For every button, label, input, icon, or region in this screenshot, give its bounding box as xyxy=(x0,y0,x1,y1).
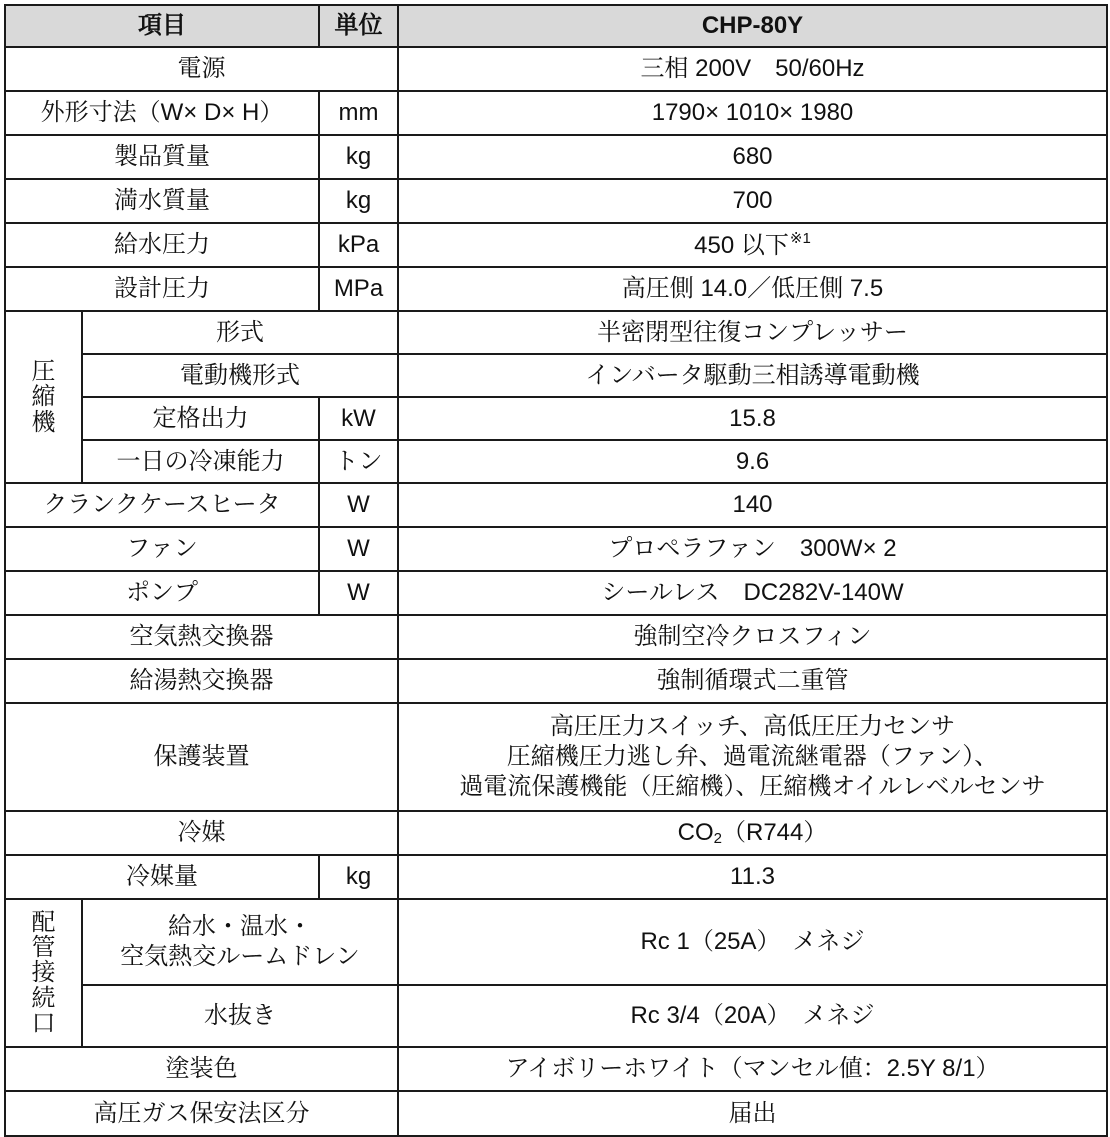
fan-unit: W xyxy=(319,527,398,571)
protection-value xyxy=(398,703,1107,811)
paint-color-value: アイボリーホワイト（マンセル値：2.5Y 8/1） xyxy=(398,1047,1107,1091)
refrigerant-value xyxy=(398,811,1107,855)
refrigerant-label: 冷媒 xyxy=(5,811,398,855)
row-refrigerant-amount xyxy=(5,855,1107,899)
piping-supply-label xyxy=(82,899,398,985)
crankcase-heater-unit: W xyxy=(319,483,398,527)
full-water-mass-unit: kg xyxy=(319,179,398,223)
refrigerating-capacity-value: 9.6 xyxy=(398,440,1107,483)
compressor-type-label: 形式 xyxy=(82,311,398,354)
product-mass-label: 製品質量 xyxy=(5,135,319,179)
row-power xyxy=(5,47,1107,91)
row-paint-color xyxy=(5,1047,1107,1091)
water-heat-exchanger-label: 給湯熱交換器 xyxy=(5,659,398,703)
product-mass-value: 680 xyxy=(398,135,1107,179)
piping-supply-label-line-1: 給水・温水・ xyxy=(168,913,312,940)
row-pump xyxy=(5,571,1107,615)
supply-pressure-unit: kPa xyxy=(319,223,398,267)
row-fan xyxy=(5,527,1107,571)
row-air-heat-exchanger xyxy=(5,615,1107,659)
supply-pressure-value: 450 以下 xyxy=(694,231,789,259)
compressor-char-2: 縮 xyxy=(31,383,56,411)
supply-pressure-cell xyxy=(398,223,1107,267)
full-water-mass-label: 満水質量 xyxy=(5,179,319,223)
air-heat-exchanger-value: 強制空冷クロスフィン xyxy=(398,615,1107,659)
pump-unit: W xyxy=(319,571,398,615)
design-pressure-label: 設計圧力 xyxy=(5,267,319,311)
motor-type-label: 電動機形式 xyxy=(82,354,398,397)
row-compressor-type xyxy=(5,311,1107,354)
dimensions-unit: mm xyxy=(319,91,398,135)
header-item: 項目 xyxy=(5,5,319,47)
crankcase-heater-label: クランクケースヒータ xyxy=(5,483,319,527)
gas-law-value: 届出 xyxy=(398,1091,1107,1136)
protection-line-2: 圧縮機圧力逃し弁、過電流継電器（ファン）、 xyxy=(506,743,999,770)
piping-supply-value: Rc 1（25A） メネジ xyxy=(398,899,1107,985)
row-refrigerating-capacity xyxy=(5,440,1107,483)
paint-color-label: 塗装色 xyxy=(5,1047,398,1091)
power-value: 三相 200V 50/60Hz xyxy=(398,47,1107,91)
refrigerant-subscript: 2 xyxy=(713,829,722,847)
row-motor-type xyxy=(5,354,1107,397)
row-product-mass xyxy=(5,135,1107,179)
compressor-char-3: 機 xyxy=(31,408,56,436)
crankcase-heater-value: 140 xyxy=(398,483,1107,527)
piping-char-5: 口 xyxy=(31,1009,56,1037)
protection-line-1: 高圧圧力スイッチ、高低圧圧力センサ xyxy=(549,713,956,740)
full-water-mass-value: 700 xyxy=(398,179,1107,223)
dimensions-value: 1790× 1010× 1980 xyxy=(398,91,1107,135)
refrigerant-amount-unit: kg xyxy=(319,855,398,899)
fan-label: ファン xyxy=(5,527,319,571)
row-rated-output xyxy=(5,397,1107,440)
dimensions-label: 外形寸法（W× D× H） xyxy=(5,91,319,135)
compressor-type-value: 半密閉型往復コンプレッサー xyxy=(398,311,1107,354)
protection-line-3: 過電流保護機能（圧縮機）、圧縮機オイルレベルセンサ xyxy=(459,773,1046,800)
row-piping-drain xyxy=(5,985,1107,1047)
refrigerant-formula: CO xyxy=(677,818,714,846)
row-crankcase-heater xyxy=(5,483,1107,527)
piping-char-3: 接 xyxy=(31,959,56,987)
row-refrigerant xyxy=(5,811,1107,855)
compressor-group-label xyxy=(5,311,82,483)
pump-label: ポンプ xyxy=(5,571,319,615)
row-dimensions xyxy=(5,91,1107,135)
piping-drain-value: Rc 3/4（20A） メネジ xyxy=(398,985,1107,1047)
product-mass-unit: kg xyxy=(319,135,398,179)
row-water-heat-exchanger xyxy=(5,659,1107,703)
row-design-pressure xyxy=(5,267,1107,311)
refrigerant-code: （R744） xyxy=(721,818,828,846)
piping-char-2: 管 xyxy=(31,934,56,962)
row-gas-law xyxy=(5,1091,1107,1136)
row-piping-supply xyxy=(5,899,1107,985)
header-row xyxy=(5,5,1107,47)
rated-output-unit: kW xyxy=(319,397,398,440)
refrigerating-capacity-unit: トン xyxy=(319,440,398,483)
rated-output-value: 15.8 xyxy=(398,397,1107,440)
refrigerant-amount-value: 11.3 xyxy=(398,855,1107,899)
fan-value: プロペラファン 300W× 2 xyxy=(398,527,1107,571)
design-pressure-value: 高圧側 14.0／低圧側 7.5 xyxy=(398,267,1107,311)
header-model: CHP-80Y xyxy=(398,5,1107,47)
motor-type-value: インバータ駆動三相誘導電動機 xyxy=(398,354,1107,397)
row-full-water-mass xyxy=(5,179,1107,223)
refrigerating-capacity-label: 一日の冷凍能力 xyxy=(82,440,319,483)
header-unit: 単位 xyxy=(319,5,398,47)
compressor-char-1: 圧 xyxy=(31,358,56,386)
row-protection xyxy=(5,703,1107,811)
piping-group-label xyxy=(5,899,82,1047)
piping-supply-label-line-2: 空気熱交ルームドレン xyxy=(120,943,360,970)
pump-value: シールレス DC282V-140W xyxy=(398,571,1107,615)
supply-pressure-note: ※1 xyxy=(789,229,811,247)
supply-pressure-label: 給水圧力 xyxy=(5,223,319,267)
piping-char-4: 続 xyxy=(31,984,56,1012)
piping-drain-label: 水抜き xyxy=(82,985,398,1047)
rated-output-label: 定格出力 xyxy=(82,397,319,440)
refrigerant-amount-label: 冷媒量 xyxy=(5,855,319,899)
air-heat-exchanger-label: 空気熱交換器 xyxy=(5,615,398,659)
gas-law-label: 高圧ガス保安法区分 xyxy=(5,1091,398,1136)
spec-table xyxy=(4,4,1108,1137)
protection-label: 保護装置 xyxy=(5,703,398,811)
power-label: 電源 xyxy=(5,47,398,91)
piping-char-1: 配 xyxy=(31,909,56,937)
row-supply-pressure xyxy=(5,223,1107,267)
design-pressure-unit: MPa xyxy=(319,267,398,311)
water-heat-exchanger-value: 強制循環式二重管 xyxy=(398,659,1107,703)
